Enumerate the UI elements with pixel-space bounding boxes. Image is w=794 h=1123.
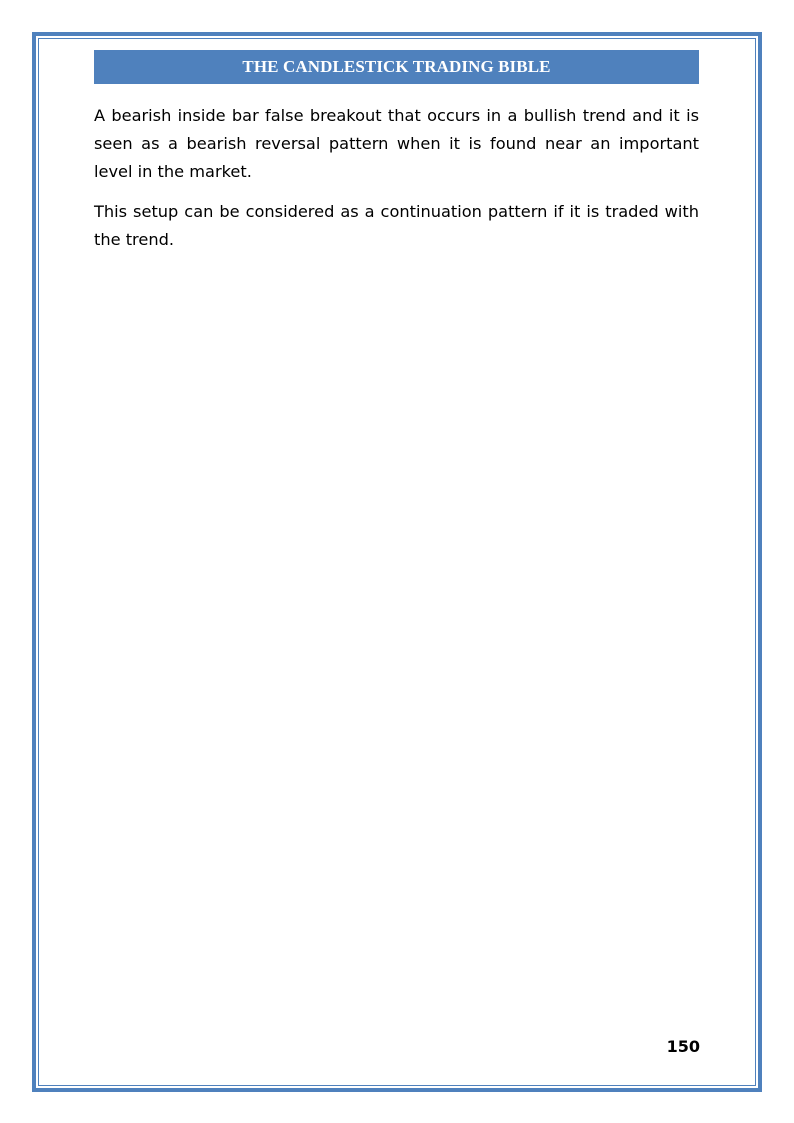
page-header-title: THE CANDLESTICK TRADING BIBLE [94, 50, 699, 84]
body-paragraph-1: A bearish inside bar false breakout that occurs in a bullish trend and it is seen as a bearish reversal pattern when it is found near an important level in the market. [94, 106, 699, 181]
page-body [94, 102, 699, 266]
page-number: 150 [666, 1037, 700, 1056]
body-paragraph-2: This setup can be considered as a continuation pattern if it is traded with the trend. [94, 202, 699, 249]
